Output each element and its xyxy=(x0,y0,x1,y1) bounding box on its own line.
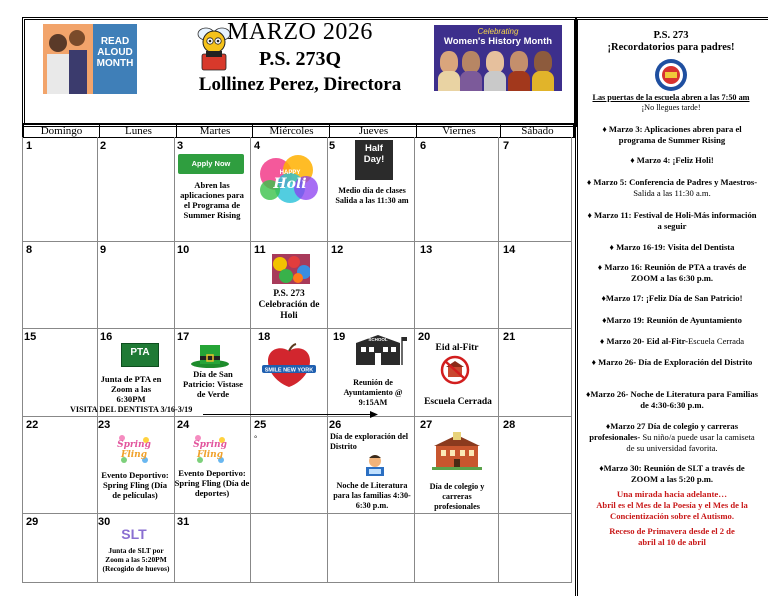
reminder-item: ♦ Marzo 16-19: Visita del Dentista xyxy=(609,242,735,252)
day-number: 11 xyxy=(254,244,266,256)
day-number: 31 xyxy=(177,516,190,528)
dentist-visit-arrow xyxy=(203,414,373,415)
svg-text:HAPPY: HAPPY xyxy=(279,170,301,176)
day-number: 22 xyxy=(26,419,39,431)
reminder-item: ♦ Marzo 3: Aplicaciones abren para el programa de Summer Rising xyxy=(602,124,742,145)
look-ahead-text: Abril es el Mes de la Poesía y el Mes de la Concientización sobre el Autismo. xyxy=(596,500,748,521)
leprechaun-hat-icon xyxy=(190,341,230,369)
weekday-label: Jueves xyxy=(329,125,417,137)
day-number: 18 xyxy=(258,331,271,343)
svg-text:Fling: Fling xyxy=(196,450,224,460)
weekday-label: Sábado xyxy=(500,125,574,137)
day25-mark: ° xyxy=(254,434,258,443)
town-hall-event: Reunión de Ayuntamiento @ 9:15AM xyxy=(343,378,403,407)
sidebar-title-school: P.S. 273 xyxy=(653,30,689,41)
eid-title: Eid al-Fitr xyxy=(435,343,479,353)
day-number: 9 xyxy=(100,244,107,256)
smile-new-york-text: SMILE NEW YORK xyxy=(264,367,314,374)
day-number: 13 xyxy=(420,244,433,256)
reminder-item: ♦Marzo 26- Noche de Literatura para Familias de 4:30-6:30 p.m. xyxy=(586,389,758,410)
day-number: 5 xyxy=(329,140,336,152)
half-day-image: Half Day! xyxy=(355,140,393,180)
holi-image xyxy=(256,152,324,206)
doors-open-notice xyxy=(578,93,764,113)
child-icon xyxy=(49,34,67,52)
weekday-label: Viernes xyxy=(416,125,501,137)
day-number: 12 xyxy=(331,244,344,256)
womens-history-text: Women's History Month xyxy=(443,36,553,47)
day-number: 3 xyxy=(177,140,184,152)
svg-text:Spring: Spring xyxy=(117,440,151,450)
day-number: 20 xyxy=(418,331,431,343)
page-title: MARZO 2026 xyxy=(227,19,373,45)
apply-now-button[interactable]: Apply Now xyxy=(178,154,244,174)
day-number: 27 xyxy=(420,419,433,431)
spring-fling-movies-event: Evento Deportivo: Spring Fling (Día de películas) xyxy=(101,470,169,500)
college-building-icon xyxy=(432,432,482,470)
sidebar-title-reminders: ¡Recordatorios para padres! xyxy=(607,42,735,53)
svg-text:Fling: Fling xyxy=(120,450,148,460)
weekday-label: Martes xyxy=(176,125,253,137)
student-laptop-icon xyxy=(360,453,390,477)
womens-history-month-image xyxy=(434,25,562,91)
celebrating-text: Celebrating xyxy=(477,27,519,36)
day-number: 29 xyxy=(26,516,39,528)
slt-logo: SLT xyxy=(121,526,147,542)
summer-rising-event: Abren las aplicaciones para el Programa de Summer Rising xyxy=(180,180,244,220)
day-number: 23 xyxy=(98,419,111,431)
read-aloud-month-image xyxy=(43,24,137,94)
look-ahead-title: Una mirada hacia adelante… xyxy=(616,489,728,499)
reminder-item: ♦ Marzo 26- Día de Exploración del Distrito xyxy=(591,357,753,367)
slt-meeting-event: Junta de SLT por Zoom a las 5:20PM (Recogido de huevos) xyxy=(102,546,170,573)
weekday-label: Lunes xyxy=(99,125,177,137)
day-number: 30 xyxy=(98,516,111,528)
spring-break-notice: Receso de Primavera desde el 2 de abril al 10 de abril xyxy=(609,526,735,547)
child-icon xyxy=(69,30,85,46)
day-number: 4 xyxy=(254,140,261,152)
day-number: 15 xyxy=(24,331,37,343)
reminder-item: ♦ Marzo 11: Festival de Holi-Más información a seguir xyxy=(587,210,757,231)
svg-text:Holi: Holi xyxy=(273,176,307,192)
day-number: 21 xyxy=(503,331,516,343)
day-number: 10 xyxy=(177,244,190,256)
school-building-icon xyxy=(352,333,408,369)
no-school-icon xyxy=(440,355,470,385)
weekday-label: Miércoles xyxy=(252,125,330,137)
reminder-item: ♦Marzo 17: ¡Feliz Día de San Patricio! xyxy=(601,293,743,303)
dental-apple-icon xyxy=(260,343,318,389)
holi-celebration-event: P.S. 273 Celebración de Holi xyxy=(258,289,320,321)
dont-be-late: ¡No llegues tarde! xyxy=(641,103,701,112)
sidebar-title xyxy=(578,30,764,54)
spring-fling-image xyxy=(116,432,152,466)
school-label: SCHOOL xyxy=(368,337,388,342)
school-name: P.S. 273Q xyxy=(258,48,342,70)
day-number: 28 xyxy=(503,419,516,431)
read-aloud-text: READ ALOUD MONTH xyxy=(96,36,134,69)
day-number: 8 xyxy=(26,244,33,256)
day-number: 2 xyxy=(100,140,107,152)
reminder-item: ♦Marzo 30: Reunión de SLT a través de ZOOM a las 5:20 p.m. xyxy=(599,463,745,484)
day-number: 6 xyxy=(420,140,427,152)
director-name: Lollinez Perez, Directora xyxy=(198,74,402,95)
arrow-head-icon xyxy=(370,411,378,418)
weekday-label: Domingo xyxy=(40,125,83,137)
spring-fling-image xyxy=(192,432,228,466)
color-powder-image xyxy=(272,254,310,284)
day-number: 26 xyxy=(329,419,342,431)
pta-meetings-image: PTA xyxy=(121,343,159,367)
day-number: 16 xyxy=(100,331,113,343)
day-number: 14 xyxy=(503,244,516,256)
doors-open-time: Las puertas de la escuela abren a las 7:50 am xyxy=(592,93,750,102)
reminder-item: ♦ Marzo 4: ¡Feliz Holi! xyxy=(630,155,714,165)
day-number: 24 xyxy=(177,419,190,431)
reminder-item: ♦ Marzo 20- Eid al-Fitr-Escuela Cerrada xyxy=(599,336,745,346)
exploration-day-event: Día de exploración del Distrito xyxy=(330,432,409,451)
dentist-visit-banner: VISITA DEL DENTISTA 3/16-3/19 xyxy=(70,405,193,414)
reminder-item: ♦Marzo 19: Reunión de Ayuntamiento xyxy=(602,315,742,325)
day-number: 19 xyxy=(333,331,346,343)
school-closed-event: Escuela Cerrada xyxy=(424,397,492,407)
school-seal-icon xyxy=(654,58,688,92)
reminder-item: ♦ Marzo 5: Conferencia de Padres y Maestros-Salida a las 11:30 a.m. xyxy=(586,177,758,198)
st-patrick-event: Día de San Patricio: Vistase de Verde xyxy=(183,369,243,399)
reminder-item: ♦Marzo 27 Día de colegio y carreras profesionales- Su niño/a puede usar la camiseta de su universidad favorita. xyxy=(589,421,755,453)
day-number: 7 xyxy=(503,140,510,152)
literature-night-event: Noche de Literatura para las familias 4:30-6:30 p.m. xyxy=(333,481,411,510)
college-day-event: Día de colegio y carreras profesionales xyxy=(429,482,485,511)
reminder-item: ♦ Marzo 16: Reunión de PTA a través de ZOOM a las 6:30 p.m. xyxy=(597,262,747,283)
svg-text:Spring: Spring xyxy=(193,440,227,450)
day-number: 25 xyxy=(254,419,267,431)
day-number: 1 xyxy=(26,140,33,152)
pta-meeting-event: Junta de PTA en Zoom a las 6:30PM xyxy=(100,374,162,404)
half-day-event: Medio día de clases Salida a las 11:30 am xyxy=(335,186,409,205)
title-block xyxy=(170,18,430,98)
spring-fling-sports-event: Evento Deportivo: Spring Fling (Día de deportes) xyxy=(174,468,250,498)
weekday-header xyxy=(22,123,575,138)
day-number: 17 xyxy=(177,331,190,343)
